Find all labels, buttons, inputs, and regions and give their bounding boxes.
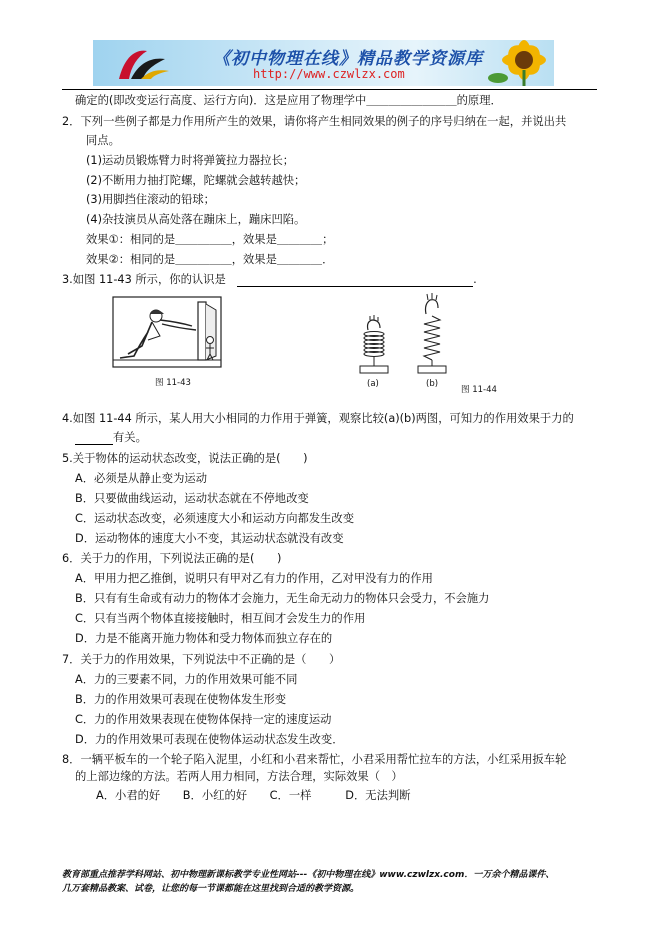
footer-line-1: 教育部重点推荐学科网站、初中物理新课标教学专业性网站---《初中物理在线》www.czwlzx.com．一万余个精品课件、 (62, 870, 555, 880)
q2-example-3: (3)用脚挡住滚动的铅球； (86, 193, 215, 206)
q6-stem: 6．关于力的作用，下列说法正确的是( ) (62, 552, 282, 565)
q7-stem: 7．关于力的作用效果，下列说法中不正确的是（ ） (62, 653, 341, 666)
fig43-caption: 图 11-43 (155, 378, 191, 388)
q4-stem: 4.如图 11-44 所示，某人用大小相同的力作用于弹簧，观察比较(a)(b)两图，可知力的作用效果于力的 (62, 412, 574, 425)
site-logo (111, 45, 171, 83)
q4-answer-blank (75, 433, 113, 445)
q4-stem-cont (75, 431, 147, 445)
figure-11-43 (112, 296, 222, 368)
sunflower-image (484, 40, 554, 86)
q7-option-c: C．力的作用效果表现在使物体保持一定的速度运动 (75, 713, 332, 726)
q5-option-d: D．运动物体的速度大小不变，其运动状态就没有改变 (75, 532, 344, 545)
header-rule (62, 89, 597, 90)
q2-stem-cont: 同点。 (86, 134, 120, 147)
q7-option-b: B．力的作用效果可表现在使物体发生形变 (75, 693, 287, 706)
fig44-label-b: (b) (426, 379, 439, 389)
figure-11-44 (340, 290, 460, 390)
q5-option-c: C．运动状态改变，必须速度大小和运动方向都发生改变 (75, 512, 355, 525)
q8-options: A．小君的好 B．小红的好 C．一样 D．无法判断 (96, 789, 411, 802)
q6-option-c: C．只有当两个物体直接接触时，相互间才会发生力的作用 (75, 612, 366, 625)
q8-stem: 8．一辆平板车的一个轮子陷入泥里，小红和小君来帮忙，小君采用帮忙拉车的方法，小红采用扳车轮 (62, 753, 567, 766)
q3-stem: 3.如图 11-43 所示，你的认识是 . (62, 273, 477, 286)
header-banner (93, 40, 554, 86)
q2-stem: 2．下列一些例子都是力作用所产生的效果，请你将产生相同效果的例子的序号归纳在一起，并说出共 (62, 115, 567, 128)
q7-option-d: D．力的作用效果可表现在使物体运动状态发生改变． (75, 733, 344, 746)
q3-text: 3.如图 11-43 所示，你的认识是 (62, 273, 226, 286)
spring-b-illustration (418, 293, 446, 373)
q2-example-2: (2)不断用力抽打陀螺，陀螺就会越转越快； (86, 174, 306, 187)
q8-stem-cont: 的上部边缘的方法。若两人用力相同，方法合理，实际效果（ ） (75, 770, 403, 783)
fig44-label-a: (a) (367, 379, 379, 389)
q2-effect-1: 效果①：相同的是＿＿＿＿＿，效果是＿＿＿＿； (86, 233, 334, 246)
q6-option-b: B．只有有生命或有动力的物体才会施力，无生命无动力的物体只会受力，不会施力 (75, 592, 490, 605)
q1-continuation: 确定的(即改变运行高度、运行方向)．这是应用了物理学中＿＿＿＿＿＿＿＿的原理． (75, 94, 502, 107)
q2-example-1: (1)运动员锻炼臂力时将弹簧拉力器拉长； (86, 154, 295, 167)
q4-tail: 有关。 (113, 431, 147, 444)
banner-title: 《初中物理在线》精品教学资源库 (213, 49, 483, 69)
q5-stem: 5.关于物体的运动状态改变，说法正确的是( ) (62, 452, 308, 465)
q7-option-a: A．力的三要素不同，力的作用效果可能不同 (75, 673, 298, 686)
footer-line-2: 几万套精品教案、试卷，让您的每一节课都能在这里找到合适的教学资源。 (62, 884, 360, 894)
q2-effect-2: 效果②：相同的是＿＿＿＿＿，效果是＿＿＿＿． (86, 253, 334, 266)
banner-url[interactable]: http://www.czwlzx.com (253, 67, 405, 81)
q5-option-a: A．必须是从静止变为运动 (75, 472, 207, 485)
q5-option-b: B．只要做曲线运动，运动状态就在不停地改变 (75, 492, 309, 505)
q6-option-a: A．甲用力把乙推倒，说明只有甲对乙有力的作用，乙对甲没有力的作用 (75, 572, 433, 585)
q2-example-4: (4)杂技演员从高处落在蹦床上，蹦床凹陷。 (86, 213, 306, 226)
q6-option-d: D．力是不能离开施力物体和受力物体而独立存在的 (75, 632, 333, 645)
spring-a-illustration (360, 315, 388, 373)
q3-answer-blank (237, 275, 473, 287)
fig44-caption: 图 11-44 (461, 385, 497, 395)
